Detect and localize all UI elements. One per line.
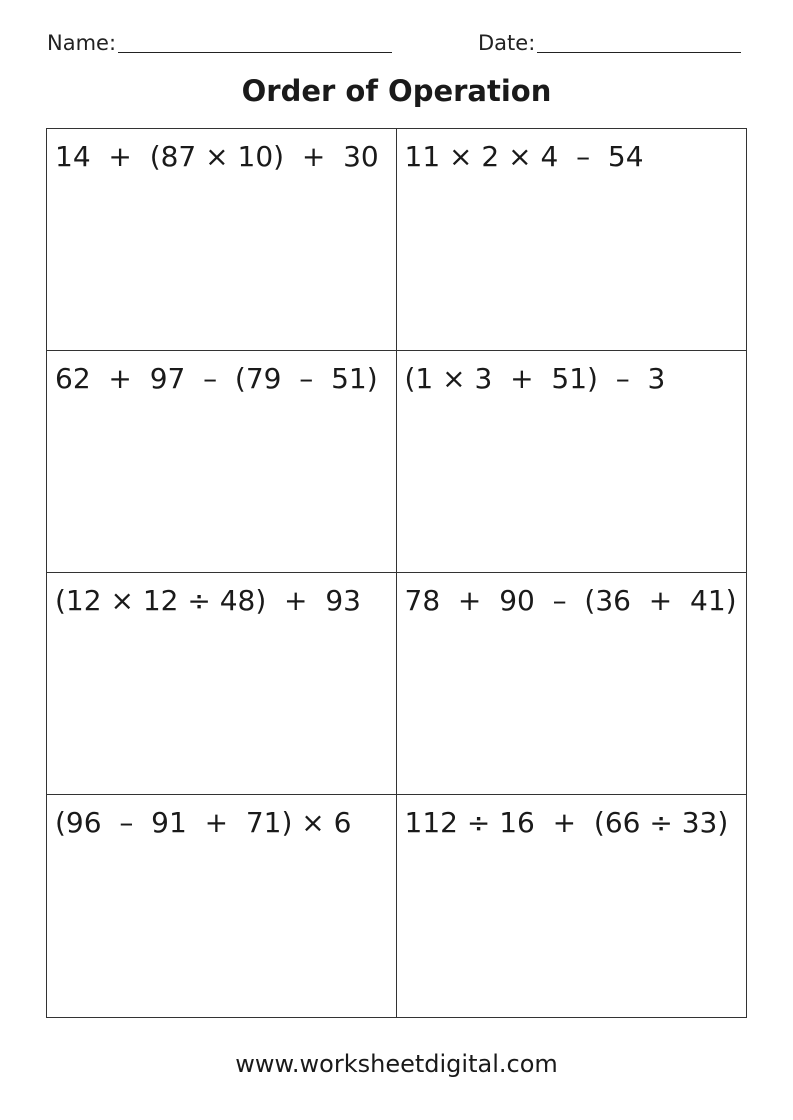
name-field bbox=[47, 28, 392, 58]
problem-cell: 112 ÷ 16 + (66 ÷ 33) bbox=[404, 806, 729, 839]
problem-cell: 62 + 97 – (79 – 51) bbox=[47, 351, 397, 573]
problem-cell: 14 + (87 × 10) + 30 bbox=[47, 129, 397, 351]
problem-cell: 11 × 2 × 4 – 54 bbox=[397, 129, 747, 351]
problem-grid bbox=[46, 128, 747, 1018]
problem-cell: 78 + 90 – (36 + 41) bbox=[397, 573, 747, 795]
header-row bbox=[0, 28, 793, 60]
date-field bbox=[478, 28, 741, 58]
name-label: Name: bbox=[47, 31, 117, 55]
worksheet-title: Order of Operation bbox=[241, 74, 552, 108]
footer-website: www.worksheetdigital.com bbox=[235, 1050, 558, 1078]
name-line bbox=[118, 30, 392, 53]
problem-cell: (12 × 12 ÷ 48) + 93 bbox=[47, 573, 397, 795]
date-label: Date: bbox=[478, 31, 536, 55]
problem-cell: (1 × 3 + 51) – 3 bbox=[397, 351, 747, 573]
date-line bbox=[537, 30, 741, 53]
problem-cell: (96 – 91 + 71) × 6 bbox=[47, 795, 397, 1017]
